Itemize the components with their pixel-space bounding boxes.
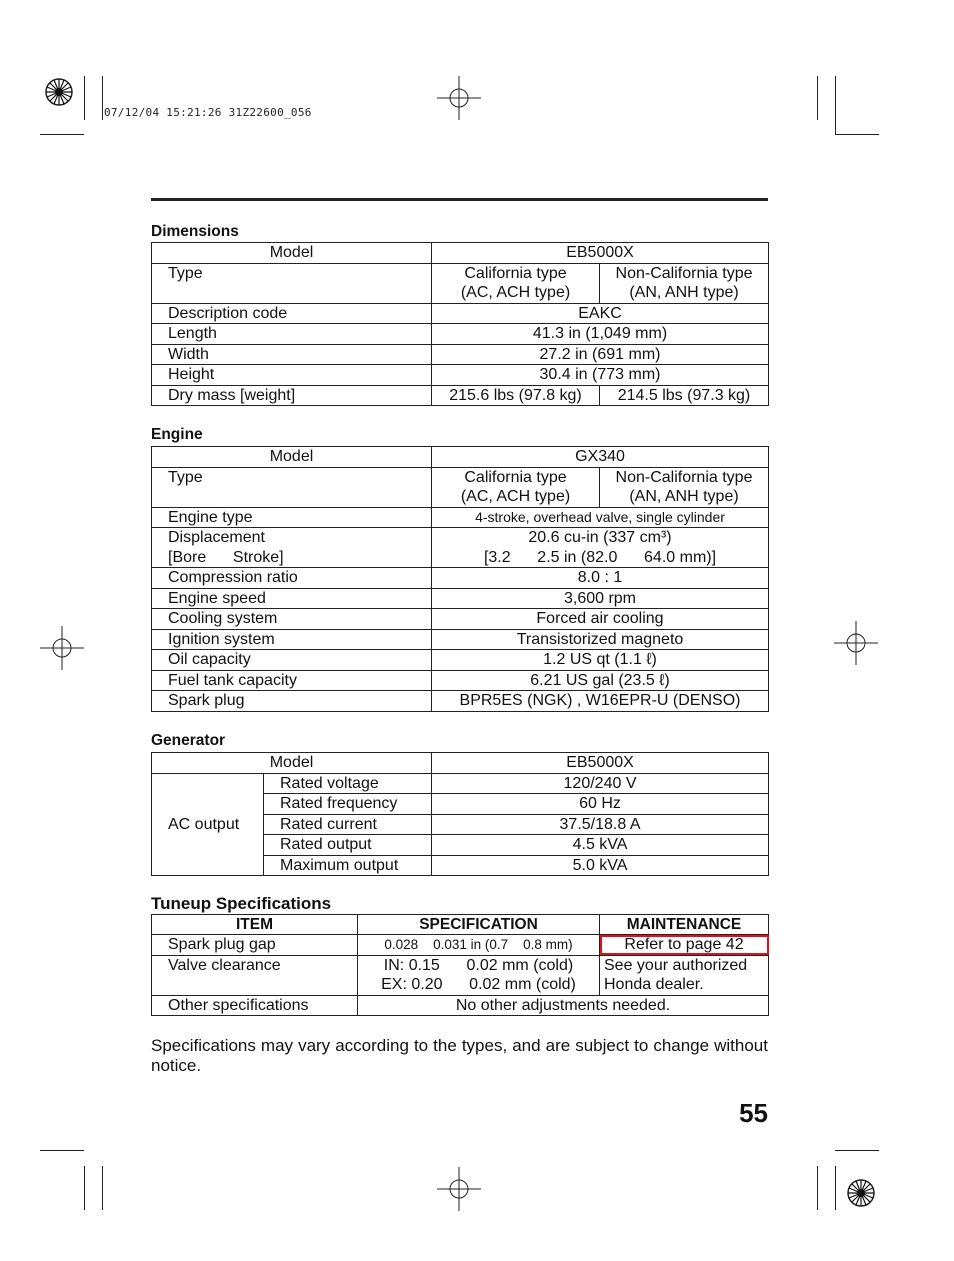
row-label: Fuel tank capacity	[152, 670, 432, 691]
page-number: 55	[739, 1098, 768, 1128]
type-california: California type (AC, ACH type)	[432, 467, 600, 507]
type-california: California type (AC, ACH type)	[432, 263, 600, 303]
row-value: 37.5/18.8 A	[432, 814, 769, 835]
tuneup-title: Tuneup Specifications	[151, 894, 332, 913]
table-row	[152, 650, 769, 671]
row-value: 4.5 kVA	[432, 835, 769, 856]
table-row	[152, 935, 769, 956]
row-label: Width	[152, 344, 432, 365]
row-label: Rated current	[264, 814, 432, 835]
table-row	[152, 753, 769, 774]
ac-output-label: AC output	[152, 773, 264, 876]
table-row	[152, 629, 769, 650]
row-label: Engine speed	[152, 588, 432, 609]
table-row	[152, 955, 769, 995]
row-label: Ignition system	[152, 629, 432, 650]
model-label: Model	[152, 447, 432, 468]
row-value: 6.21 US gal (23.5 ℓ)	[432, 670, 769, 691]
model-label: Model	[152, 243, 432, 264]
engine-type-value: 4-stroke, overhead valve, single cylinder	[432, 507, 769, 528]
row-value: 60 Hz	[432, 794, 769, 815]
table-row	[152, 467, 769, 507]
type-label: Type	[152, 263, 432, 303]
valve-clearance-label: Valve clearance	[152, 955, 358, 995]
column-header-maintenance: MAINTENANCE	[600, 915, 769, 935]
row-label: Oil capacity	[152, 650, 432, 671]
model-value: GX340	[432, 447, 769, 468]
row-label: Rated output	[264, 835, 432, 856]
type-non-california: Non-California type (AN, ANH type)	[600, 467, 769, 507]
row-label: Height	[152, 365, 432, 386]
generator-table	[151, 752, 769, 876]
model-label: Model	[152, 753, 432, 774]
row-value: 120/240 V	[432, 773, 769, 794]
row-value: 27.2 in (691 mm)	[432, 344, 769, 365]
row-value: EAKC	[432, 303, 769, 324]
row-label: Rated voltage	[264, 773, 432, 794]
table-row	[152, 324, 769, 345]
registration-crosshair-icon	[437, 1167, 481, 1211]
row-label: Description code	[152, 303, 432, 324]
header-rule	[151, 198, 768, 201]
spark-gap-label: Spark plug gap	[152, 935, 358, 956]
row-label: Cooling system	[152, 609, 432, 630]
row-value: 3,600 rpm	[432, 588, 769, 609]
row-value: Transistorized magneto	[432, 629, 769, 650]
table-row	[152, 263, 769, 303]
engine-type-label: Engine type	[152, 507, 432, 528]
row-value: 8.0 : 1	[432, 568, 769, 589]
table-row	[152, 344, 769, 365]
table-row	[152, 365, 769, 386]
table-row	[152, 568, 769, 589]
row-value: 5.0 kVA	[432, 855, 769, 876]
table-row	[152, 385, 769, 406]
row-value: Forced air cooling	[432, 609, 769, 630]
registration-starburst-icon	[37, 70, 81, 114]
row-label: Rated frequency	[264, 794, 432, 815]
table-row	[152, 507, 769, 528]
generator-title: Generator	[151, 732, 226, 749]
engine-title: Engine	[151, 426, 203, 443]
row-label: Length	[152, 324, 432, 345]
row-value: 41.3 in (1,049 mm)	[432, 324, 769, 345]
valve-clearance-spec: IN: 0.15 0.02 mm (cold) EX: 0.20 0.02 mm (cold)	[358, 955, 600, 995]
mass-label: Dry mass [weight]	[152, 385, 432, 406]
table-row	[152, 995, 769, 1016]
mass-california: 215.6 lbs (97.8 kg)	[432, 385, 600, 406]
dimensions-title: Dimensions	[151, 223, 239, 240]
table-row	[152, 447, 769, 468]
tuneup-table	[151, 914, 769, 1016]
type-non-california: Non-California type (AN, ANH type)	[600, 263, 769, 303]
print-timestamp: 07/12/04 15:21:26 31Z22600_056	[104, 106, 312, 119]
row-value: 30.4 in (773 mm)	[432, 365, 769, 386]
dimensions-table	[151, 242, 769, 406]
column-header-item: ITEM	[152, 915, 358, 935]
table-row	[152, 609, 769, 630]
row-label: Maximum output	[264, 855, 432, 876]
table-row	[152, 303, 769, 324]
other-specs-value: No other adjustments needed.	[358, 995, 769, 1016]
registration-crosshair-icon	[40, 626, 84, 670]
model-value: EB5000X	[432, 753, 769, 774]
model-value: EB5000X	[432, 243, 769, 264]
specifications-note: Specifications may vary according to the types, and are subject to change without notice.	[151, 1036, 768, 1075]
table-row	[152, 243, 769, 264]
table-row	[152, 773, 769, 794]
other-specs-label: Other specifications	[152, 995, 358, 1016]
column-header-specification: SPECIFICATION	[358, 915, 600, 935]
table-header-row	[152, 915, 769, 935]
displacement-value: 20.6 cu-in (337 cm³) [3.2 2.5 in (82.0 64.0 mm)]	[432, 528, 769, 568]
type-label: Type	[152, 467, 432, 507]
table-row	[152, 528, 769, 568]
spark-gap-maintenance-link[interactable]: Refer to page 42	[600, 935, 769, 956]
row-label: Compression ratio	[152, 568, 432, 589]
mass-non-california: 214.5 lbs (97.3 kg)	[600, 385, 769, 406]
valve-clearance-maintenance: See your authorized Honda dealer.	[600, 955, 769, 995]
table-row	[152, 670, 769, 691]
row-value: 1.2 US qt (1.1 ℓ)	[432, 650, 769, 671]
registration-crosshair-icon	[834, 621, 878, 665]
registration-starburst-icon	[839, 1171, 883, 1215]
table-row	[152, 691, 769, 712]
registration-crosshair-icon	[437, 76, 481, 120]
table-row	[152, 588, 769, 609]
row-value: BPR5ES (NGK) , W16EPR-U (DENSO)	[432, 691, 769, 712]
displacement-label: Displacement [Bore Stroke]	[152, 528, 432, 568]
engine-table	[151, 446, 769, 712]
spark-gap-spec: 0.028 0.031 in (0.7 0.8 mm)	[358, 935, 600, 956]
row-label: Spark plug	[152, 691, 432, 712]
